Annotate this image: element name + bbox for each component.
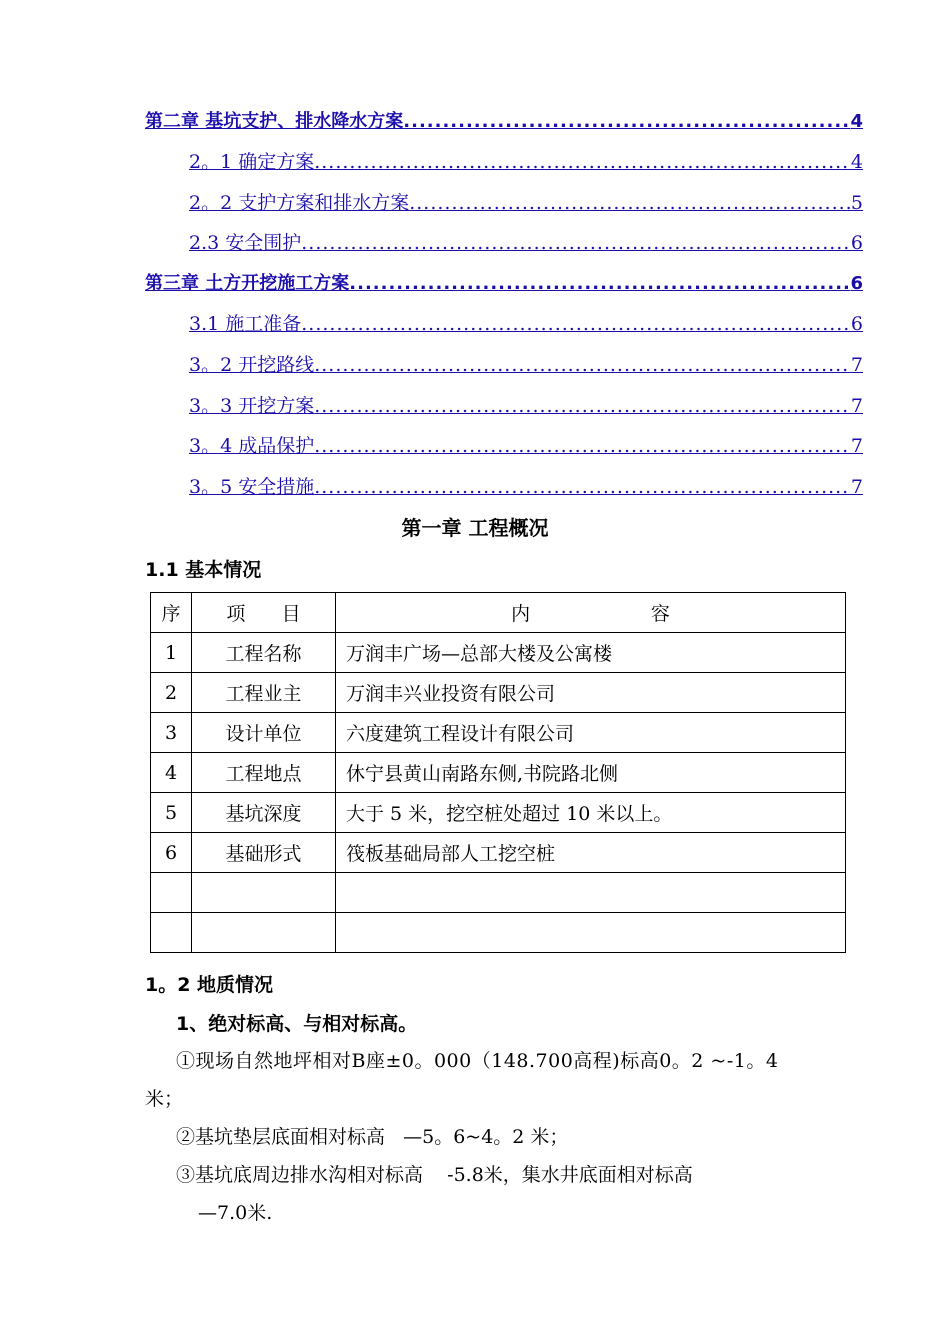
toc-page[interactable]: 4 [850, 111, 863, 132]
toc-leader [409, 191, 851, 215]
toc-title[interactable]: 3.1 施工准备 [189, 313, 302, 335]
table-row [151, 753, 846, 793]
toc-page[interactable]: 6 [850, 232, 863, 254]
paragraph: ①现场自然地坪相对B座±0。000（148.700高程)标高0。2 ~-1。4 [176, 1050, 779, 1072]
table-cell: 万润丰广场—总部大楼及公寓楼 [336, 633, 846, 673]
toc-leader [314, 353, 851, 377]
toc-leader [314, 434, 851, 458]
toc-title[interactable]: 3。4 成品保护 [189, 435, 315, 457]
toc-title[interactable]: 2。2 支护方案和排水方案 [189, 192, 410, 214]
toc-page[interactable]: 4 [850, 151, 863, 173]
table-cell: 大于 5 米，挖空桩处超过 10 米以上。 [336, 793, 846, 833]
toc-entry[interactable] [189, 473, 863, 499]
toc-page[interactable]: 7 [850, 476, 863, 498]
table-header-cell: 项 目 [192, 593, 336, 633]
paragraph: —7.0米. [198, 1202, 273, 1224]
toc-entry[interactable] [189, 310, 863, 336]
toc-page[interactable]: 7 [850, 354, 863, 376]
table-cell [192, 913, 336, 953]
table-cell: 工程业主 [192, 673, 336, 713]
toc-entry[interactable] [189, 189, 863, 215]
chapter-title: 第一章 工程概况 [401, 516, 549, 540]
toc-entry[interactable] [189, 392, 863, 418]
paragraph: ②基坑垫层底面相对标高 —5。6~4。2 米； [176, 1126, 569, 1148]
table-header-cell: 序 [151, 593, 192, 633]
toc-entry[interactable] [145, 108, 863, 134]
table-row [151, 793, 846, 833]
section-heading: 1.1 基本情况 [145, 559, 262, 581]
toc-leader [314, 475, 851, 499]
table-cell [192, 873, 336, 913]
table-row [151, 673, 846, 713]
table-cell [151, 873, 192, 913]
table-cell [336, 873, 846, 913]
paragraph: 米； [145, 1088, 184, 1110]
table-cell: 工程地点 [192, 753, 336, 793]
toc-leader [301, 231, 851, 255]
toc-leader [349, 272, 850, 296]
table-cell: 2 [151, 673, 192, 713]
table-cell: 万润丰兴业投资有限公司 [336, 673, 846, 713]
toc-entry[interactable] [189, 432, 863, 458]
project-info-table [150, 592, 846, 953]
toc-title[interactable]: 2。1 确定方案 [189, 151, 315, 173]
toc-page[interactable]: 6 [850, 273, 863, 294]
table-cell [151, 913, 192, 953]
table-cell [336, 913, 846, 953]
table-row [151, 913, 846, 953]
sub-item-heading: 1、绝对标高、与相对标高。 [176, 1013, 418, 1035]
toc-title[interactable]: 3。3 开挖方案 [189, 395, 315, 417]
table-row [151, 873, 846, 913]
table-cell: 5 [151, 793, 192, 833]
table-cell: 筏板基础局部人工挖空桩 [336, 833, 846, 873]
toc-leader [314, 394, 851, 418]
paragraph: ③基坑底周边排水沟相对标高 -5.8米，集水井底面相对标高 [176, 1164, 693, 1186]
toc-page[interactable]: 6 [850, 313, 863, 335]
table-header-row [151, 593, 846, 633]
table-cell: 6 [151, 833, 192, 873]
table-row [151, 713, 846, 753]
table-row [151, 633, 846, 673]
toc-title[interactable]: 第三章 土方开挖施工方案 [145, 273, 350, 294]
table-cell: 3 [151, 713, 192, 753]
toc-leader [403, 110, 850, 134]
toc-entry[interactable] [189, 351, 863, 377]
toc-title[interactable]: 3。2 开挖路线 [189, 354, 315, 376]
table-header-cell: 内 容 [336, 593, 846, 633]
toc-title[interactable]: 3。5 安全措施 [189, 476, 315, 498]
toc-entry[interactable] [189, 229, 863, 255]
table-cell: 基坑深度 [192, 793, 336, 833]
toc-title[interactable]: 第二章 基坑支护、排水降水方案 [145, 111, 404, 132]
toc-leader [301, 312, 851, 336]
toc-page[interactable]: 5 [850, 192, 863, 214]
toc-page[interactable]: 7 [850, 435, 863, 457]
table-cell: 休宁县黄山南路东侧,书院路北侧 [336, 753, 846, 793]
table-cell: 4 [151, 753, 192, 793]
table-cell: 设计单位 [192, 713, 336, 753]
table-cell: 六度建筑工程设计有限公司 [336, 713, 846, 753]
section-heading: 1。2 地质情况 [145, 974, 274, 996]
toc-entry[interactable] [189, 148, 863, 174]
toc-leader [314, 150, 851, 174]
table-cell: 基础形式 [192, 833, 336, 873]
toc-entry[interactable] [145, 270, 863, 296]
toc-title[interactable]: 2.3 安全围护 [189, 232, 302, 254]
toc-page[interactable]: 7 [850, 395, 863, 417]
table-cell: 工程名称 [192, 633, 336, 673]
table-cell: 1 [151, 633, 192, 673]
table-row [151, 833, 846, 873]
